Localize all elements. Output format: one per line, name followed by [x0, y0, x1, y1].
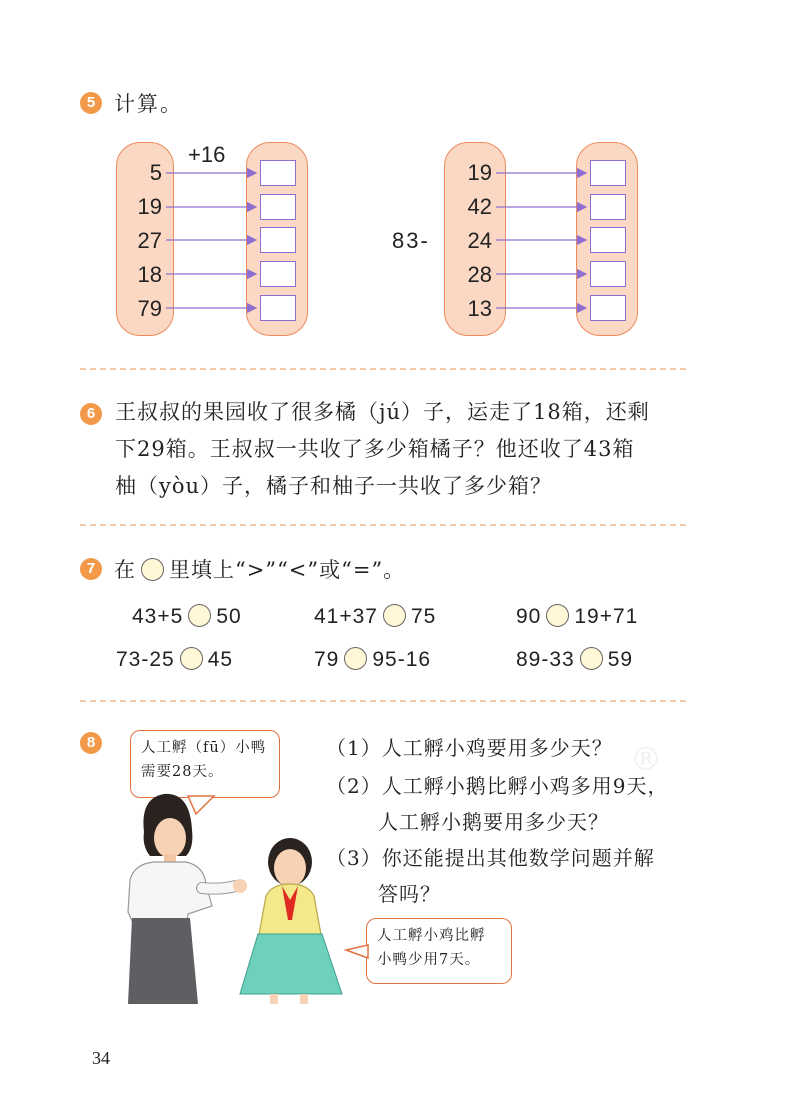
problem-8-question-3: （3）你还能提出其他数学问题并解 — [326, 846, 655, 870]
instruction-prefix: 在 — [114, 558, 136, 582]
girl-bubble-line-1: 人工孵小鸡比孵 — [377, 928, 486, 944]
left-number: 79 — [137, 296, 162, 321]
problem-5-title: 计算。 — [114, 92, 183, 116]
problem-8-question-2: （2）人工孵小鹅比孵小鸡多用9天， — [326, 774, 669, 798]
right-number: 19 — [467, 160, 492, 185]
expr-right: 59 — [607, 648, 634, 671]
girl-bubble-line-2: 小鸭少用7天。 — [377, 952, 481, 968]
right-number: 24 — [467, 228, 492, 253]
instruction-suffix: 里填上“>”“<”或“=”。 — [169, 558, 406, 582]
right-number: 13 — [467, 296, 492, 321]
problem-8-question-1: （1）人工孵小鸡要用多少天？ — [326, 736, 613, 760]
expr-right: 45 — [207, 648, 234, 671]
expr-left: 90 — [516, 605, 542, 628]
expr-left: 43+5 — [132, 605, 184, 628]
problem-6-line-3: 柚（yòu）子，橘子和柚子一共收了多少箱？ — [115, 474, 553, 498]
expr-left: 89-33 — [516, 648, 575, 671]
teacher-figure — [128, 794, 247, 1004]
problem-5-right-prefix: 83- — [392, 228, 430, 253]
expr-right: 95-16 — [372, 648, 432, 671]
expr-right: 50 — [216, 605, 242, 628]
expr-left: 73-25 — [116, 648, 175, 671]
expr-left: 41+37 — [314, 605, 378, 628]
problem-7-badge: 7 — [80, 558, 102, 580]
problem-8-question-3-cont: 答吗？ — [378, 882, 441, 906]
watermark-registered-mark: ® — [630, 740, 662, 778]
page-number: 34 — [92, 1048, 110, 1068]
left-number: 19 — [137, 194, 162, 219]
teacher-bubble-line-1: 人工孵（fū）小鸭 — [141, 740, 267, 756]
left-number: 18 — [137, 262, 162, 287]
problem-5-left-operator: +16 — [188, 142, 226, 167]
problem-6-badge: 6 — [80, 403, 102, 425]
right-number: 42 — [467, 194, 492, 219]
problem-8-question-2-cont: 人工孵小鹅要用多少天？ — [378, 810, 609, 834]
problem-6-line-1: 王叔叔的果园收了很多橘（jú）子，运走了18箱，还剩 — [115, 400, 650, 424]
expr-left: 79 — [314, 648, 340, 671]
expr-right: 19+71 — [574, 605, 639, 628]
problem-8-badge: 8 — [80, 732, 102, 754]
expr-right: 75 — [410, 605, 437, 628]
problem-6-line-2: 下29箱。王叔叔一共收了多少箱橘子？他还收了43箱 — [115, 437, 635, 461]
problem-5-badge: 5 — [80, 92, 102, 114]
left-number: 27 — [137, 228, 162, 253]
right-number: 28 — [467, 262, 492, 287]
left-number: 5 — [149, 160, 162, 185]
teacher-bubble-line-2: 需要28天。 — [141, 764, 224, 780]
